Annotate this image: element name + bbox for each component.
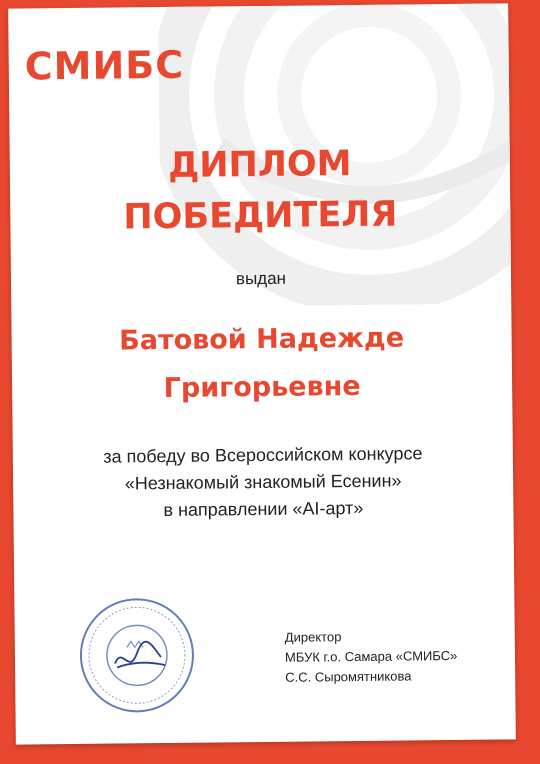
signer-role: Директор [284,629,342,645]
recipient-name-line2: Григорьевне [163,370,361,405]
issued-label: выдан [235,268,287,289]
description-line3: в направлении «AI-арт» [163,497,364,521]
diploma-title-line2: ПОБЕДИТЕЛЯ [123,194,398,238]
description-line2: «Незнакомый знакомый Есенин» [124,470,402,494]
logo: СМИБС [24,42,185,89]
description-line1: за победу во Всероссийском конкурсе [103,443,423,467]
diploma-title-line1: ДИПЛОМ [167,144,352,186]
official-stamp [76,595,197,716]
diploma-sheet [8,3,516,744]
recipient-name-line1: Батовой Надежде [119,322,405,357]
signer-organization: МБУК г.о. Самара «СМИБС» [284,647,458,665]
signer-block [285,626,458,688]
signer-name: С.С. Сыромятникова [285,668,412,685]
